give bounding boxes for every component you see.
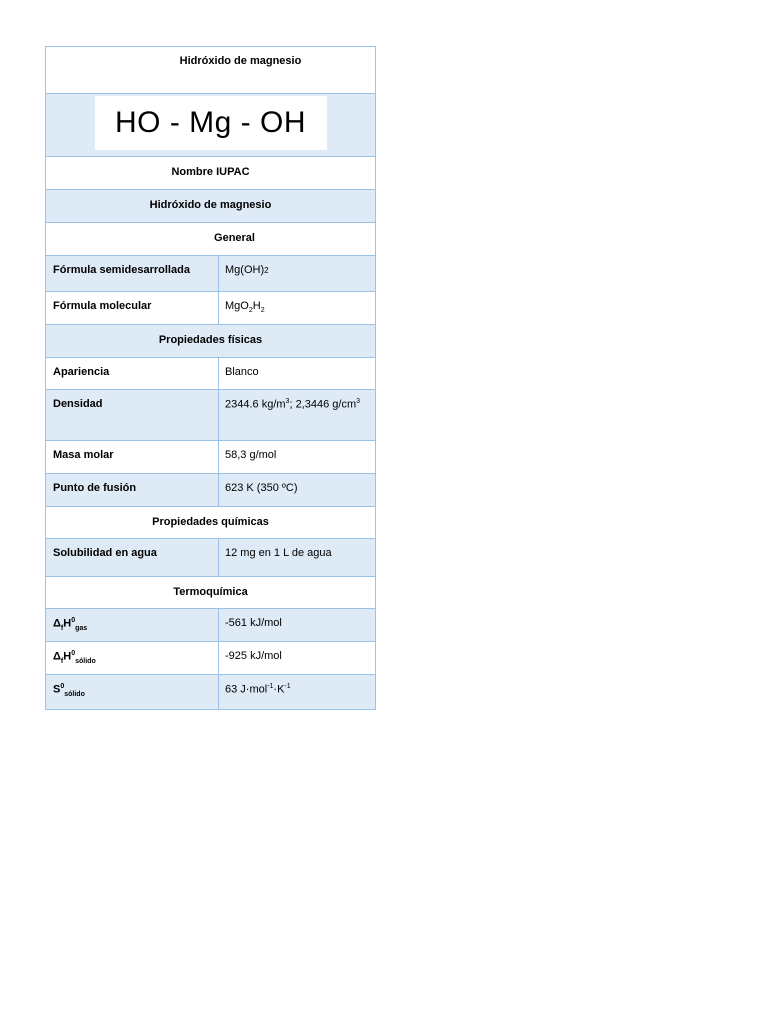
- melting-row: [46, 474, 375, 507]
- infobox-table: [45, 46, 376, 710]
- appearance-value: Blanco: [225, 366, 259, 378]
- semidev-label: Fórmula semidesarrollada: [46, 256, 219, 291]
- molar-mass-row: [46, 441, 375, 474]
- s-solid-row: [46, 675, 375, 709]
- molecular-value: [219, 292, 375, 324]
- infobox-title: Hidróxido de magnesio: [179, 55, 302, 67]
- s-solid-value-b: ·K: [273, 683, 285, 696]
- structure-formula-image: [95, 96, 327, 150]
- s-solid-sub: sólido: [64, 690, 85, 698]
- melting-label: Punto de fusión: [46, 474, 219, 506]
- physical-header: Propiedades físicas: [158, 334, 263, 346]
- physical-header-row: [46, 325, 375, 358]
- thermo-header: Termoquímica: [173, 586, 248, 598]
- appearance-row: [46, 358, 375, 390]
- dh-solid-zero: 0: [71, 650, 76, 657]
- dh-gas-f: f: [60, 624, 64, 632]
- dh-gas-delta: Δ: [53, 617, 61, 630]
- structure-formula: HO - Mg - OH: [115, 106, 306, 139]
- density-sup-b: 3: [356, 398, 361, 405]
- iupac-name-row: [46, 190, 375, 223]
- dh-gas-zero: 0: [71, 617, 76, 624]
- solubility-label: Solubilidad en agua: [46, 539, 219, 576]
- dh-solid-delta: Δ: [53, 650, 61, 663]
- solubility-value: 12 mg en 1 L de agua: [225, 547, 332, 559]
- dh-gas-row: [46, 609, 375, 642]
- molar-mass-label: Masa molar: [46, 441, 219, 473]
- iupac-header-row: [46, 157, 375, 190]
- molecular-label: Fórmula molecular: [46, 292, 219, 324]
- density-value-b: ; 2,3446 g/cm: [289, 398, 357, 411]
- dh-gas-h: H: [63, 617, 72, 630]
- dh-solid-row: [46, 642, 375, 675]
- dh-solid-value: -925 kJ/mol: [225, 650, 282, 662]
- iupac-header: Nombre IUPAC: [171, 166, 250, 178]
- semidev-value-sub: 2: [264, 266, 269, 275]
- s-solid-s: S: [53, 683, 61, 696]
- molecular-row: [46, 292, 375, 325]
- general-header-row: [46, 223, 375, 256]
- s-solid-zero: 0: [60, 683, 65, 690]
- s-solid-sup-b: -1: [284, 683, 291, 690]
- density-row: [46, 390, 375, 441]
- chemical-header: Propiedades químicas: [152, 516, 269, 528]
- iupac-name: Hidróxido de magnesio: [149, 199, 272, 211]
- density-label: Densidad: [46, 390, 219, 440]
- dh-gas-label: [46, 609, 219, 641]
- semidev-value: [219, 256, 375, 291]
- solubility-row: [46, 539, 375, 577]
- density-value-a: 2344.6 kg/m: [225, 398, 286, 411]
- dh-solid-sub: sólido: [75, 657, 96, 665]
- molecular-h: H: [252, 300, 261, 312]
- chemical-header-row: [46, 507, 375, 539]
- molecular-sub2: 2: [260, 307, 265, 315]
- thermo-header-row: [46, 577, 375, 609]
- general-header: General: [214, 232, 255, 244]
- dh-solid-f: f: [60, 657, 64, 665]
- melting-value: 623 K (350 ºC): [225, 482, 298, 494]
- semidev-value-text: Mg(OH): [225, 264, 265, 276]
- molecular-mg: MgO: [225, 300, 249, 312]
- s-solid-value-a: 63 J·mol: [225, 683, 268, 696]
- dh-gas-sub: gas: [75, 624, 88, 632]
- structure-row: [46, 94, 375, 157]
- appearance-label: Apariencia: [46, 358, 219, 389]
- s-solid-sup-a: -1: [267, 683, 274, 690]
- title-row: [46, 47, 375, 94]
- semidev-row: [46, 256, 375, 292]
- molecular-sub1: 2: [248, 307, 253, 315]
- dh-solid-label: [46, 642, 219, 674]
- dh-gas-value: -561 kJ/mol: [225, 617, 282, 629]
- density-value: [219, 390, 375, 440]
- molar-mass-value: 58,3 g/mol: [225, 449, 277, 461]
- s-solid-label: [46, 675, 219, 709]
- s-solid-value: [219, 675, 375, 709]
- density-sup-a: 3: [285, 398, 290, 405]
- dh-solid-h: H: [63, 650, 72, 663]
